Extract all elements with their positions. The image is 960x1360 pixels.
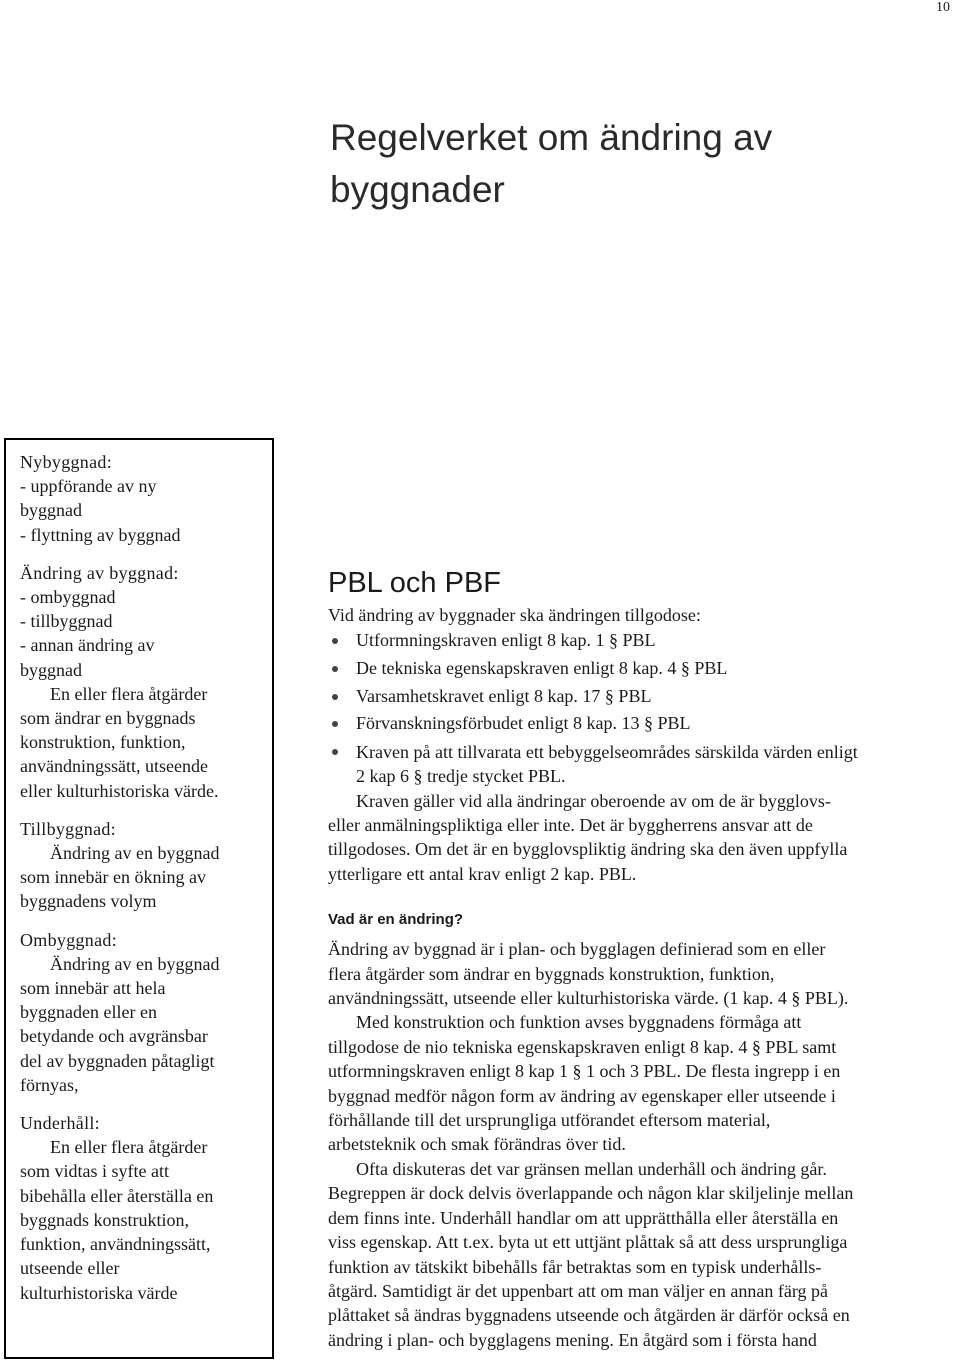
paragraph-line: Kraven gäller vid alla ändringar oberoende av om de är bygglovs- bbox=[356, 790, 831, 811]
definition-text-line: En eller flera åtgärder bbox=[50, 683, 208, 704]
paragraph-line: tillgodoses. Om det är en bygglovspliktig ändring ska den även uppfylla bbox=[328, 839, 848, 860]
definition-text-line: Ändring av en byggnad bbox=[50, 953, 220, 974]
list-item bbox=[328, 710, 958, 738]
paragraph-line: viss egenskap. Att t.ex. byta ut ett uttjänt plåttak så att dess ursprungliga bbox=[328, 1232, 848, 1253]
definition-text-line: - flyttning av byggnad bbox=[20, 524, 181, 545]
list-item bbox=[328, 627, 958, 655]
definition-term: Underhåll: bbox=[20, 1113, 100, 1134]
list-item-text: Varsamhetskravet enligt 8 kap. 17 § PBL bbox=[356, 685, 652, 706]
paragraph-line: användningssätt, utseende eller kulturhistoriska värde. (1 kap. 4 § PBL). bbox=[328, 988, 849, 1009]
definition-text-line: förnyas, bbox=[20, 1074, 79, 1095]
title-line: Regelverket om ändring av bbox=[330, 117, 773, 158]
list-item bbox=[328, 738, 958, 789]
requirements-list bbox=[328, 627, 958, 788]
spacer bbox=[20, 914, 272, 928]
pbl-intro: Vid ändring av byggnader ska ändringen tillgodose: bbox=[328, 605, 701, 625]
bullet-icon bbox=[332, 749, 338, 755]
definition-text-line: betydande och avgränsbar bbox=[20, 1026, 208, 1047]
paragraph-line: förhållande till det ursprungliga utförandet eftersom material, bbox=[328, 1110, 771, 1131]
pbl-paragraph bbox=[328, 789, 958, 887]
spacer bbox=[20, 803, 272, 817]
list-item-text: De tekniska egenskapskraven enligt 8 kap. 4 § PBL bbox=[356, 658, 728, 678]
definition-term: Tillbyggnad: bbox=[20, 818, 116, 839]
definition-text-line: Ändring av en byggnad bbox=[50, 843, 220, 864]
definition-text-line: som innebär att hela bbox=[20, 978, 166, 999]
paragraph-line: ändring i plan- och bygglagens mening. En åtgärd som i första hand bbox=[328, 1329, 817, 1350]
list-item bbox=[328, 655, 958, 683]
paragraph-line: Ändring av byggnad är i plan- och bygglagen definierad som en eller bbox=[328, 939, 826, 960]
page-number: 10 bbox=[936, 0, 950, 15]
definition-text-line: byggnaden eller en bbox=[20, 1002, 157, 1023]
list-item bbox=[328, 683, 958, 711]
paragraph-line: utformningskraven enligt 8 kap 1 § 1 och 3 PBL. De flesta ingrepp i en bbox=[328, 1061, 841, 1082]
list-item-text: 2 kap 6 § tredje stycket PBL. bbox=[356, 766, 566, 787]
page-title bbox=[330, 112, 890, 216]
definition-text-line: som innebär en ökning av bbox=[20, 867, 206, 888]
bullet-icon bbox=[332, 694, 338, 700]
definition-text-line: bibehålla eller återställa en bbox=[20, 1185, 214, 1206]
definition-text-line: konstruktion, funktion, bbox=[20, 732, 186, 753]
definition-text-line: En eller flera åtgärder bbox=[50, 1137, 208, 1158]
definition-text-line: användningssätt, utseende bbox=[20, 756, 208, 777]
definition-text-line: byggnad bbox=[20, 500, 82, 521]
section-heading-vad: Vad är en ändring? bbox=[328, 911, 464, 929]
definition-text-line: byggnad bbox=[20, 659, 82, 680]
paragraph-line: tillgodose de nio tekniska egenskapskraven enligt 8 kap. 4 § PBL samt bbox=[328, 1036, 837, 1057]
paragraph-line: åtgärd. Samtidigt är det uppenbart att om man väljer en annan färg på bbox=[328, 1280, 828, 1301]
paragraph-line: byggnad medför någon form av ändring av egenskaper eller utseende i bbox=[328, 1085, 836, 1106]
definition-text-line: kulturhistoriska värde bbox=[20, 1282, 178, 1303]
main-content bbox=[328, 563, 958, 1352]
definition-text-line: del av byggnaden påtagligt bbox=[20, 1050, 215, 1071]
paragraph-line: flera åtgärder som ändrar en byggnads konstruktion, funktion, bbox=[328, 963, 775, 984]
definition-text-line: eller kulturhistoriska värde. bbox=[20, 780, 219, 801]
list-item-text: Kraven på att tillvarata ett bebyggelseområdes särskilda värden enligt bbox=[356, 741, 858, 762]
definition-text-line: som ändrar en byggnads bbox=[20, 708, 196, 729]
definition-text-line: utseende eller bbox=[20, 1258, 120, 1279]
definition-text-line: - tillbyggnad bbox=[20, 611, 113, 632]
paragraph-line: Begreppen är dock delvis överlappande och någon klar skiljelinje mellan bbox=[328, 1183, 854, 1204]
definition-term: Ombyggnad: bbox=[20, 929, 117, 950]
definition-term: Ändring av byggnad: bbox=[20, 562, 179, 583]
definition-text-line: - annan ändring av bbox=[20, 635, 155, 656]
definition-text-line: byggnads konstruktion, bbox=[20, 1209, 189, 1230]
definition-text-line: - ombyggnad bbox=[20, 587, 116, 608]
list-item-text: Utformningskraven enligt 8 kap. 1 § PBL bbox=[356, 630, 656, 651]
spacer bbox=[20, 547, 272, 561]
paragraph-line: arbetsteknik och smak förändras över tid. bbox=[328, 1134, 626, 1155]
vad-body bbox=[328, 937, 958, 1352]
definition-term: Nybyggnad: bbox=[20, 452, 112, 472]
paragraph-line: dem finns inte. Underhåll handlar om att upprätthålla eller återställa en bbox=[328, 1207, 839, 1228]
paragraph-line: eller anmälningspliktiga eller inte. Det är byggherrens ansvar att de bbox=[328, 815, 813, 835]
paragraph-line: funktion av tätskikt bibehålls får betraktas som en typisk underhålls- bbox=[328, 1256, 822, 1277]
bullet-icon bbox=[332, 721, 338, 727]
bullet-icon bbox=[332, 666, 338, 672]
spacer bbox=[20, 1097, 272, 1111]
title-line: byggnader bbox=[330, 169, 505, 210]
definition-text-line: - uppförande av ny bbox=[20, 476, 157, 497]
paragraph-line: Med konstruktion och funktion avses byggnadens förmåga att bbox=[356, 1012, 802, 1033]
paragraph-line: ytterligare ett antal krav enligt 2 kap. PBL. bbox=[328, 863, 637, 884]
paragraph-line: Ofta diskuteras det var gränsen mellan underhåll och ändring går. bbox=[356, 1158, 827, 1179]
definitions-box bbox=[4, 438, 274, 1359]
list-item-text: Förvanskningsförbudet enligt 8 kap. 13 § PBL bbox=[356, 713, 691, 734]
paragraph-line: plåttaket så ändras byggnadens utseende och åtgärden är därför också en bbox=[328, 1305, 850, 1326]
section-heading-pbl: PBL och PBF bbox=[328, 567, 502, 599]
definition-text-line: funktion, användningssätt, bbox=[20, 1234, 211, 1255]
definition-text-line: som vidtas i syfte att bbox=[20, 1161, 169, 1182]
bullet-icon bbox=[332, 638, 338, 644]
definition-text-line: byggnadens volym bbox=[20, 891, 157, 912]
